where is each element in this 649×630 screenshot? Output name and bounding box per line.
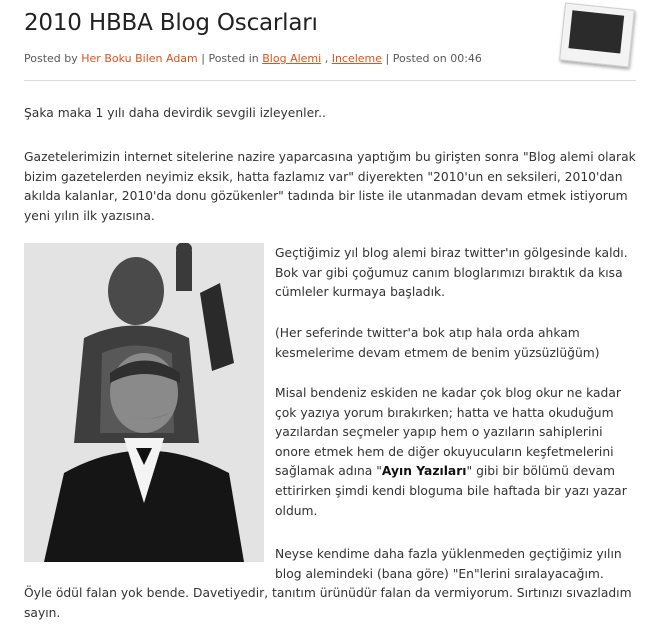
author-link[interactable]: Her Boku Bilen Adam bbox=[81, 52, 198, 65]
polaroid-icon bbox=[559, 3, 635, 68]
ayin-yazilari-bold: Ayın Yazıları bbox=[381, 464, 467, 479]
post-meta bbox=[24, 52, 482, 65]
post-image bbox=[24, 243, 264, 562]
paragraph-side-3 bbox=[275, 384, 637, 521]
posted-on-label: | Posted on bbox=[382, 52, 451, 65]
paragraph-side-1: Geçtiğimiz yıl blog alemi biraz twitter'ın gölgesinde kaldı. Bok var gibi çoğumuz canım bloglarımızı bıraktık da kısa cümleler kurmaya başladık. bbox=[275, 246, 628, 300]
category-link-blog-alemi[interactable]: Blog Alemi bbox=[262, 52, 322, 65]
side-3-text-b: " gibi bir bölümü devam ettirirken şimdi kendi bloguma bile haftada bir yazı yazar oldum. bbox=[275, 464, 627, 518]
category-link-inceleme[interactable]: Inceleme bbox=[331, 52, 383, 65]
paragraph-side-4: Neyse kendime daha fazla yüklenmeden geçtiğimiz yılın blog alemindeki (bana göre) "En"lerini sıralayacağım. bbox=[275, 547, 622, 581]
posted-by-label: Posted by bbox=[24, 52, 82, 65]
category-separator: , bbox=[321, 52, 332, 65]
oscar-photo-illustration bbox=[24, 243, 264, 562]
paragraph-intro: Şaka maka 1 yılı daha devirdik sevgili izleyenler.. bbox=[24, 106, 326, 120]
posted-in-label: | Posted in bbox=[197, 52, 263, 65]
paragraph-side-2: (Her seferinde twitter'a bok atıp hala orda ahkam kesmelerime devam etmem de benim yüzsüzlüğüm) bbox=[275, 326, 600, 360]
paragraph-bottom: Öyle ödül falan yok bende. Davetiyedir, tanıtım ürünüdür falan da vermiyorum. Sırtınızı sıvazladım sayın. bbox=[24, 586, 632, 620]
meta-divider bbox=[24, 80, 636, 81]
post-time: 00:46 bbox=[450, 52, 482, 65]
paragraph-2: Gazetelerimizin internet sitelerine nazire yaparcasına yaptığım bu girişten sonra "Blog alemi olarak bizim gazetelerden neyimiz eksik, hatta fazlamız var" diyerekten "2010'un en seksileri, 2010'dan akılda kalanlar, 2010'da donu gözükenler" tadında bir liste ile utanmadan devam etmek istiyorum yeni yılın ilk yazısına. bbox=[24, 150, 636, 223]
side-3-text-a: Misal bendeniz eskiden ne kadar çok blog okur ne kadar çok yazıya yorum bırakırken; hatta ve hatta okuduğum yazılardan seçmeler yapıp hem o yazıların sahiplerini onore etmek hem de diğer okuyucuların keşfetmelerini sağlamak adına " bbox=[275, 386, 621, 479]
post-title[interactable]: 2010 HBBA Blog Oscarları bbox=[24, 10, 318, 36]
